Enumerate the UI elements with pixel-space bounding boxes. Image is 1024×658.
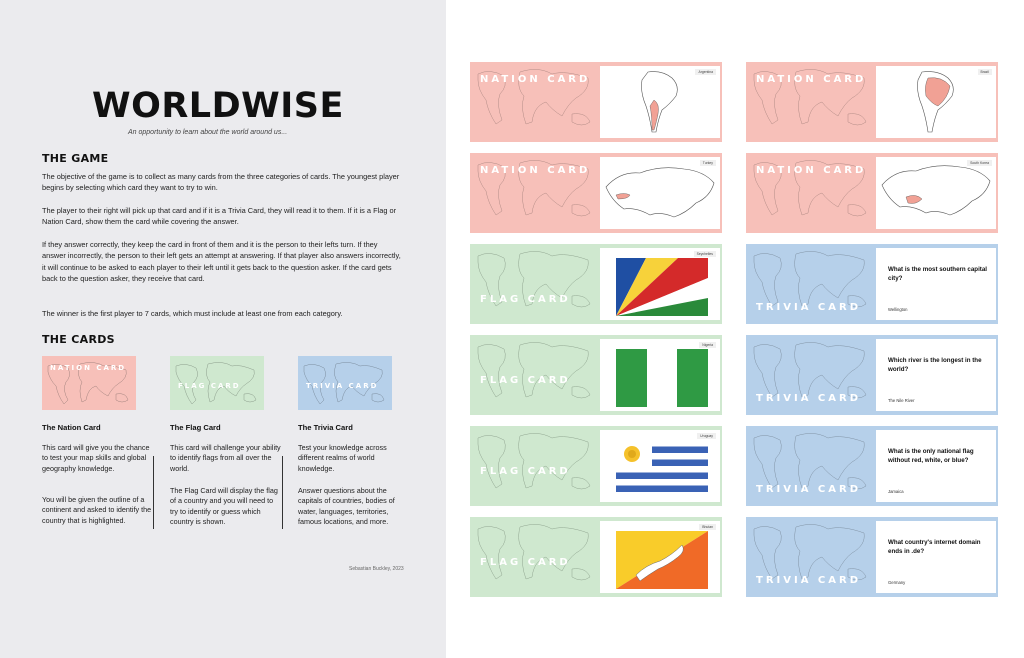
question-panel <box>876 248 996 320</box>
answer-tag: Turkey <box>700 160 716 166</box>
answer-tag: South Korea <box>967 160 992 166</box>
cards-page <box>446 0 1024 658</box>
question-panel <box>876 339 996 411</box>
card-label: TRIVIA CARD <box>756 484 862 495</box>
flag-card-title: The Flag Card <box>170 423 221 432</box>
page-title <box>92 86 344 126</box>
answer-panel <box>600 430 720 502</box>
continent-outline-icon <box>600 157 720 229</box>
answer-tag: Seychelles <box>694 251 716 257</box>
card-label: TRIVIA CARD <box>756 575 862 586</box>
card-label: FLAG CARD <box>480 375 571 386</box>
trivia-question: What is the most southern capital city? <box>888 266 988 282</box>
card-label: FLAG CARD <box>480 557 571 568</box>
game-paragraph-1: The objective of the game is to collect as many cards from the three categories of cards. The youngest player begins by selecting which card they want to try to win. <box>42 172 400 193</box>
trivia-answer: The Nile River <box>888 398 915 403</box>
card-label: NATION CARD <box>756 74 867 85</box>
nation-card <box>746 62 998 142</box>
flag-card <box>470 244 722 324</box>
column-divider <box>282 456 283 529</box>
flag-icon <box>600 339 720 411</box>
trivia-answer: Jamaica <box>888 489 904 494</box>
card-label: FLAG CARD <box>480 466 571 477</box>
continent-outline-icon <box>876 66 996 138</box>
trivia-question: What is the only national flag without red, white, or blue? <box>888 448 974 464</box>
title-text: WORLDWISE <box>92 86 344 126</box>
game-paragraph-2: The player to their right will pick up that card and if it is a Trivia Card, they will read it to them. If it is a Flag or Nation Card, show them the card while covering the answer. <box>42 206 397 227</box>
tagline: An opportunity to learn about the world around us... <box>128 129 288 136</box>
question-panel <box>876 430 996 502</box>
nation-card-text-2: You will be given the outline of a continent and asked to identify the country that is highlighted. <box>42 495 152 525</box>
answer-tag: Bhutan <box>699 524 716 530</box>
flag-icon <box>600 430 720 502</box>
answer-panel <box>600 66 720 138</box>
flag-card <box>470 426 722 506</box>
trivia-card <box>746 335 998 415</box>
flag-card <box>470 335 722 415</box>
flag-icon <box>600 248 720 320</box>
trivia-answer: Germany <box>888 580 906 585</box>
card-label: NATION CARD <box>480 74 591 85</box>
game-paragraph-3: If they answer correctly, they keep the card in front of them and it is the person to their lefts turn. If they answer incorrectly, the person to their left gets an attempt at answering. If that player also answers incorrectly, it will continue to be asked to each player to their left until it gets back to the question asker. If the card gets back to the question asker, they receive that card. <box>42 240 401 284</box>
trivia-card-text-2: Answer questions about the capitals of countries, bodies of water, languages, territories, famous locations, and more. <box>298 486 395 527</box>
trivia-card-text-1: Test your knowledge across different realms of world knowledge. <box>298 443 387 473</box>
trivia-card <box>746 426 998 506</box>
flag-card-text-2: The Flag Card will display the flag of a country and you will need to try to identify or guess which country is shown. <box>170 486 278 527</box>
nation-card-title: The Nation Card <box>42 423 101 432</box>
world-map-icon <box>470 244 600 324</box>
card-label: NATION CARD <box>756 165 867 176</box>
answer-panel <box>600 339 720 411</box>
thumbnail-label: TRIVIA CARD <box>306 382 379 390</box>
rules-page <box>0 0 446 658</box>
answer-tag: Uruguay <box>697 433 716 439</box>
trivia-answer: Wellington <box>888 307 908 312</box>
card-label: FLAG CARD <box>480 294 571 305</box>
answer-panel <box>876 157 996 229</box>
answer-panel <box>600 157 720 229</box>
trivia-question: What country's internet domain ends in .de? <box>888 539 981 555</box>
column-divider <box>153 456 154 529</box>
nation-card <box>746 153 998 233</box>
answer-tag: Nigeria <box>699 342 716 348</box>
answer-tag: Brazil <box>978 69 992 75</box>
nation-card-text-1: This card will give you the chance to test your map skills and global geography knowledge. <box>42 443 150 473</box>
answer-panel <box>600 521 720 593</box>
answer-tag: Argentina <box>695 69 716 75</box>
flag-icon <box>600 521 720 593</box>
trivia-card <box>746 517 998 597</box>
flag-card-thumbnail <box>170 356 264 410</box>
answer-panel <box>600 248 720 320</box>
continent-outline-icon <box>876 157 996 229</box>
nation-card <box>470 153 722 233</box>
nation-card-thumbnail <box>42 356 136 410</box>
flag-card <box>470 517 722 597</box>
trivia-card <box>746 244 998 324</box>
cards-heading: THE CARDS <box>42 333 115 346</box>
card-label: TRIVIA CARD <box>756 393 862 404</box>
answer-panel <box>876 66 996 138</box>
flag-card-text-1: This card will challenge your ability to identify flags from all over the world. <box>170 443 281 473</box>
thumbnail-label: NATION CARD <box>50 364 127 372</box>
card-label: NATION CARD <box>480 165 591 176</box>
game-paragraph-4: The winner is the first player to 7 cards, which must include at least one from each category. <box>42 309 343 318</box>
game-heading: THE GAME <box>42 152 109 165</box>
question-panel <box>876 521 996 593</box>
nation-card <box>470 62 722 142</box>
thumbnail-label: FLAG CARD <box>178 382 241 390</box>
trivia-card-title: The Trivia Card <box>298 423 353 432</box>
credit: Sebastian Buckley, 2023 <box>349 566 404 572</box>
card-label: TRIVIA CARD <box>756 302 862 313</box>
continent-outline-icon <box>600 66 720 138</box>
trivia-card-thumbnail <box>298 356 392 410</box>
trivia-question: Which river is the longest in the world? <box>888 357 982 373</box>
